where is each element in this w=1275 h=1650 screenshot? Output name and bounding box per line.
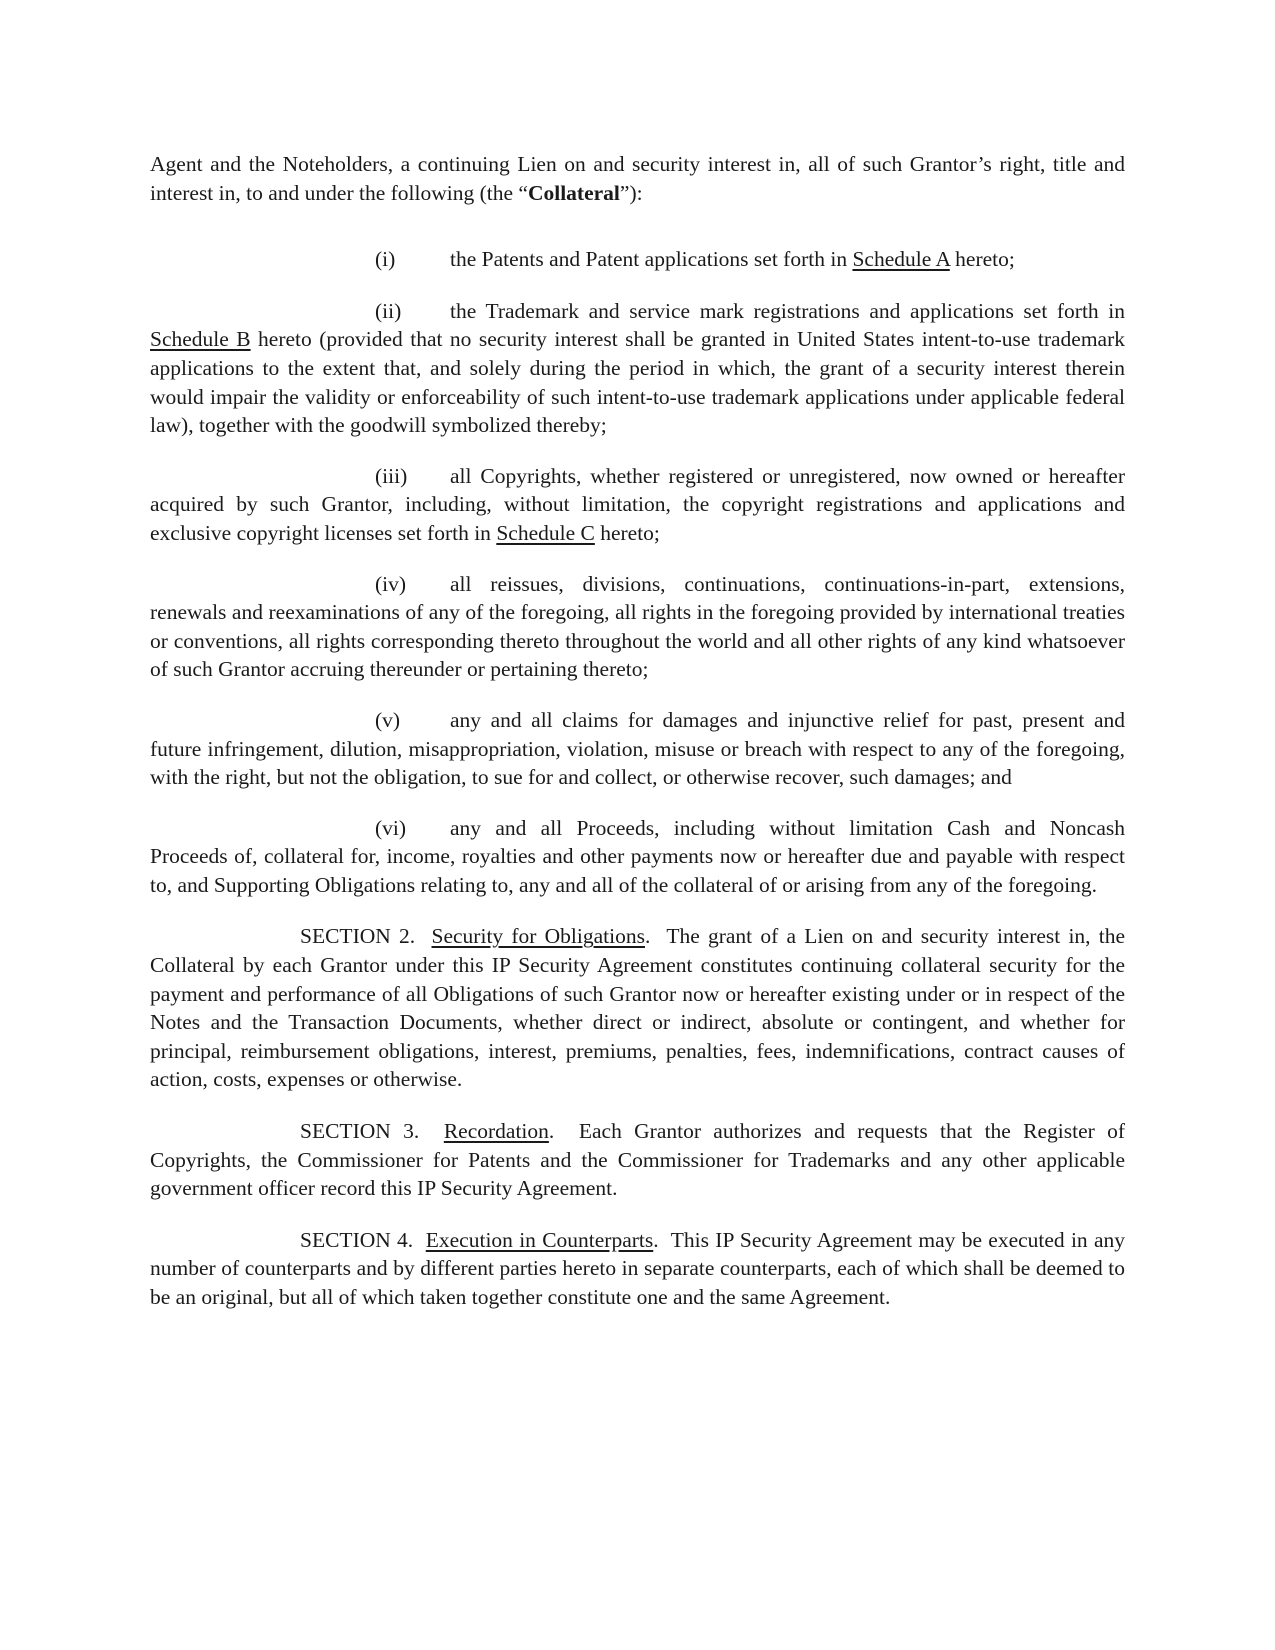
item-number: (ii) <box>375 298 402 323</box>
section-3-paragraph: SECTION 3. Recordation. Each Grantor authorizes and requests that the Register of Copyrights, the Commissioner for Patents and the Commissioner for Trademarks and any other applicable government officer record this IP Security Agreement. <box>150 1119 1126 1201</box>
list-item: (iv) all reissues, divisions, continuations, continuations-in-part, extensions, renewals and reexaminations of any of the foregoing, all rights in the foregoing provided by international treaties or conventions, all rights corresponding thereto throughout the world and all other rights of any kind whatsoever of such Grantor accruing thereunder or pertaining thereto; <box>150 571 1125 682</box>
collateral-term: Collateral <box>527 180 620 205</box>
section-title: Security for Obligations <box>431 924 645 949</box>
section-label: SECTION 3. <box>300 1119 420 1144</box>
section-4-paragraph: SECTION 4. Execution in Counterparts. This IP Security Agreement may be executed in any number of counterparts and by different parties hereto in separate counterparts, each of which shall be deemed to be an original, but all of which taken together constitute one and the same Agreement. <box>150 1227 1125 1309</box>
section-title: Recordation <box>443 1119 549 1144</box>
item-number: (iii) <box>375 463 408 488</box>
list-item: (i) the Patents and Patent applications set forth in Schedule A hereto; <box>150 245 1125 274</box>
item-number: (vi) <box>375 815 407 840</box>
list-item: (iii) all Copyrights, whether registered or unregistered, now owned or hereafter acquired by such Grantor, including, without limitation, the copyright registrations and applications and exclusive copyright licenses set forth in Schedule C hereto; <box>150 463 1125 545</box>
list-item: (v) any and all claims for damages and injunctive relief for past, present and future infringement, dilution, misappropriation, violation, misuse or breach with respect to any of the foregoing, with the right, but not the obligation, to sue for and collect, or otherwise recover, such damages; and <box>150 707 1125 790</box>
intro-paragraph: Agent and the Noteholders, a continuing Lien on and security interest in, all of such Grantor’s right, title and interest in, to and under the following (the “Collateral”): <box>150 152 1125 205</box>
document-page <box>150 150 1125 1312</box>
section-label: SECTION 2. <box>300 924 416 949</box>
section-title: Execution in Counterparts <box>425 1227 654 1252</box>
item-number: (i) <box>375 247 396 272</box>
section-label: SECTION 4. <box>300 1227 414 1252</box>
item-number: (v) <box>375 707 401 732</box>
list-item: (vi) any and all Proceeds, including without limitation Cash and Noncash Proceeds of, collateral for, income, royalties and other payments now or hereafter due and payable with respect to, and Supporting Obligations relating to, any and all of the collateral of or arising from any of the foregoing. <box>150 815 1125 897</box>
item-number: (iv) <box>375 571 407 596</box>
schedule-a-reference: Schedule A <box>852 247 950 272</box>
schedule-b-reference: Schedule B <box>150 327 251 352</box>
section-2-paragraph: SECTION 2. Security for Obligations. The grant of a Lien on and security interest in, the Collateral by each Grantor under this IP Security Agreement constitutes continuing collateral security for the payment and performance of all Obligations of such Grantor now or hereafter existing under or in respect of the Notes and the Transaction Documents, whether direct or indirect, absolute or contingent, and whether for principal, reimbursement obligations, interest, premiums, penalties, fees, indemnifications, contract causes of action, costs, expenses or otherwise. <box>150 924 1126 1092</box>
schedule-c-reference: Schedule C <box>496 520 595 545</box>
list-item: (ii) the Trademark and service mark registrations and applications set forth in Schedule B hereto (provided that no security interest shall be granted in United States intent-to-use trademark applications to the extent that, and solely during the period in which, the grant of a security interest therein would impair the validity or enforceability of such intent-to-use trademark applications under applicable federal law), together with the goodwill symbolized thereby; <box>150 298 1125 438</box>
